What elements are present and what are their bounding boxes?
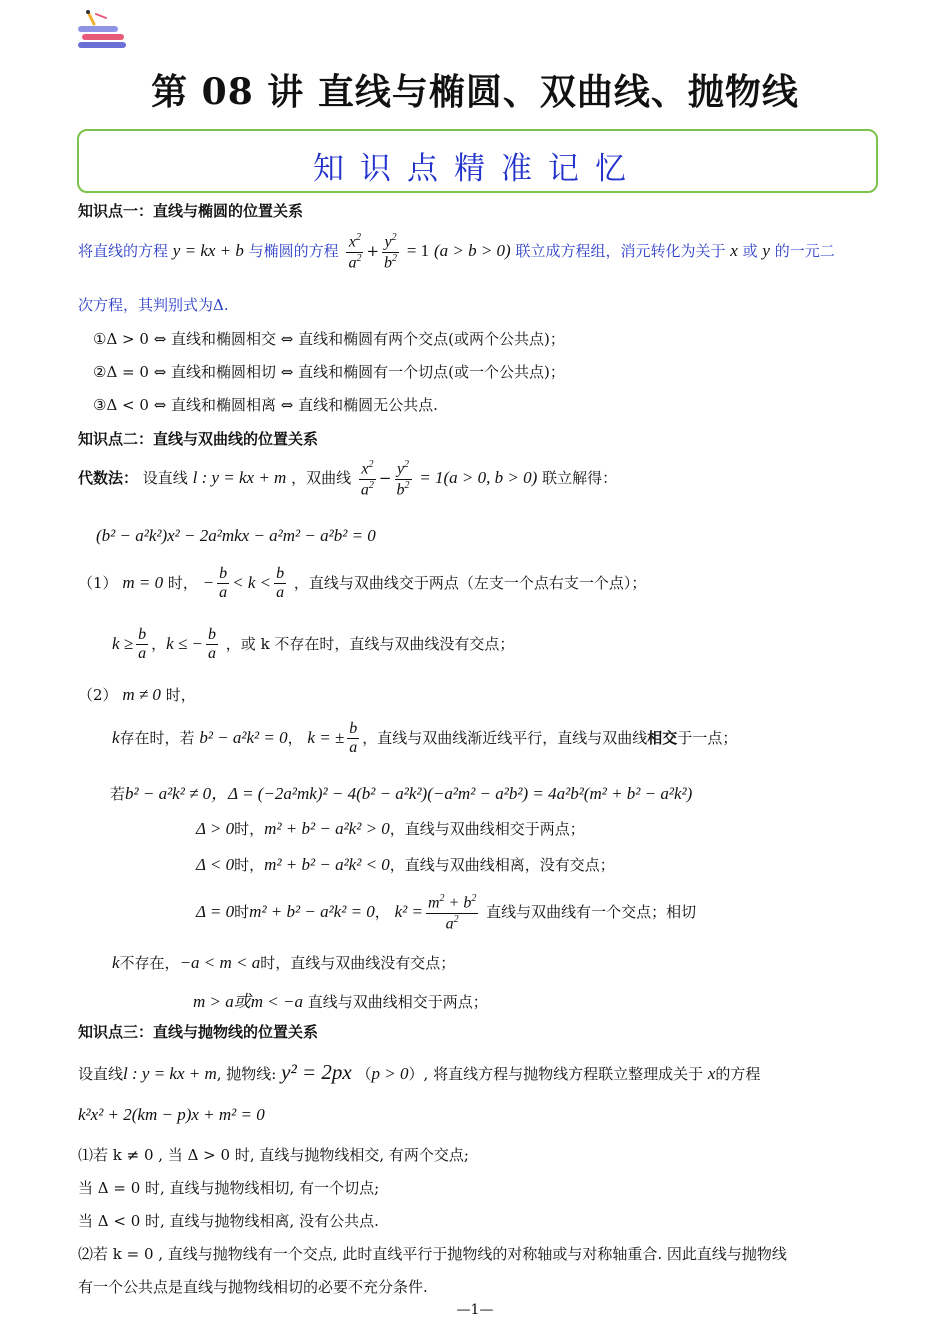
heading-k1: 知识点一：直线与椭圆的位置关系 (78, 202, 304, 220)
k2-case-1b: k ≥ $\frac{b}{a}$ ，k ≤ − $\frac{b}{a}$ ，或 k 不存在时，直线与双曲线没有交点； (112, 626, 515, 663)
heading-k2: 知识点二：直线与双曲线的位置关系 (78, 430, 319, 448)
k3-result-2: 当 Δ = 0 时, 直线与抛物线相切, 有一个切点; (78, 1179, 380, 1197)
k1-case-1: ①Δ > 0 ⇔ 直线和椭圆相交 ⇔ 直线和椭圆有两个交点(或两个公共点)； (93, 330, 565, 348)
k2-case-1: （1） m = 0 时， − $\frac{b}{a}$ < k < $\frac{b}{a}$ ，直线与双曲线交于两点（左支一个点右支一个点）； (78, 565, 647, 602)
k1-case-3: ③Δ < 0 ⇔ 直线和椭圆相离 ⇔ 直线和椭圆无公共点. (93, 396, 438, 414)
k2-case-2f: k不存在，−a < m < a时，直线与双曲线没有交点； (112, 953, 456, 972)
heading-k3: 知识点三：直线与抛物线的位置关系 (78, 1023, 319, 1041)
k2-equation: (b² − a²k²)x² − 2a²mkx − a²m² − a²b² = 0 (96, 526, 376, 545)
k2-case-2a: k存在时，若 b² − a²k² = 0， k = ± $\frac{b}{a}$ ，直线与双曲线渐近线平行，直线与双曲线相交于一点； (112, 720, 738, 757)
k3-result-3: 当 Δ < 0 时, 直线与抛物线相离, 没有公共点. (78, 1212, 379, 1230)
page-title: 第 08 讲 直线与椭圆、双曲线、抛物线 (151, 71, 799, 113)
k3-setup-line: 设直线l : y = kx + m, 抛物线: y² = 2px （p > 0）, 将直线方程与抛物线方程联立整理成关于 x的方程 (78, 1060, 761, 1084)
k2-case-2e: Δ = 0时m² + b² − a²k² = 0， k² = $\frac{m^2 + b^2}{a^2}$ 直线与双曲线有一个交点；相切 (196, 893, 697, 933)
k1-paragraph-line1: 将直线的方程 y = kx + b 与椭圆的方程 $\frac{x^2}{a^2}$ + $\frac{y^2}{b^2}$ = 1 (a > b > 0) 联立成方程组，消元转化为关于 x 或 y 的一元二 (78, 232, 835, 272)
k2-algebra-line: 代数法： 设直线 l : y = kx + m ，双曲线 $\frac{x^2}{a^2}$ − $\frac{y^2}{b^2}$ = 1(a > 0, b > 0) 联立解得： (78, 459, 618, 499)
k2-case-2c: Δ > 0时，m² + b² − a²k² > 0，直线与双曲线相交于两点； (196, 819, 585, 838)
k1-case-2: ②Δ = 0 ⇔ 直线和椭圆相切 ⇔ 直线和椭圆有一个切点(或一个公共点)； (93, 363, 565, 381)
k3-equation: k²x² + 2(km − p)x + m² = 0 (78, 1105, 265, 1124)
k2-case-2b: 若b² − a²k² ≠ 0，Δ = (−2a²mk)² − 4(b² − a²k²)(−a²m² − a²b²) = 4a²b²(m² + b² − a²k²) (110, 784, 693, 803)
k2-case-2d: Δ < 0时，m² + b² − a²k² < 0，直线与双曲线相离，没有交点； (196, 855, 615, 874)
k3-result-5: 有一个公共点是直线与抛物线相切的必要不充分条件. (78, 1278, 428, 1296)
k3-result-4: ⑵若 k = 0 , 直线与抛物线有一个交点, 此时直线平行于抛物线的对称轴或与对称轴重合. 因此直线与抛物线 (78, 1245, 787, 1263)
page-number: —1— (456, 1302, 494, 1318)
k1-paragraph-line2: 次方程，其判别式为Δ. (78, 296, 229, 314)
k3-result-1: ⑴若 k ≠ 0 , 当 Δ > 0 时, 直线与抛物线相交, 有两个交点; (78, 1146, 469, 1164)
books-logo-icon (76, 8, 132, 52)
k2-case-2: （2） m ≠ 0 时， (78, 685, 196, 704)
k2-case-2g: m > a或m < −a 直线与双曲线相交于两点； (193, 992, 488, 1011)
banner-text: 知识点精准记忆 (313, 151, 642, 187)
section-banner (77, 129, 878, 193)
